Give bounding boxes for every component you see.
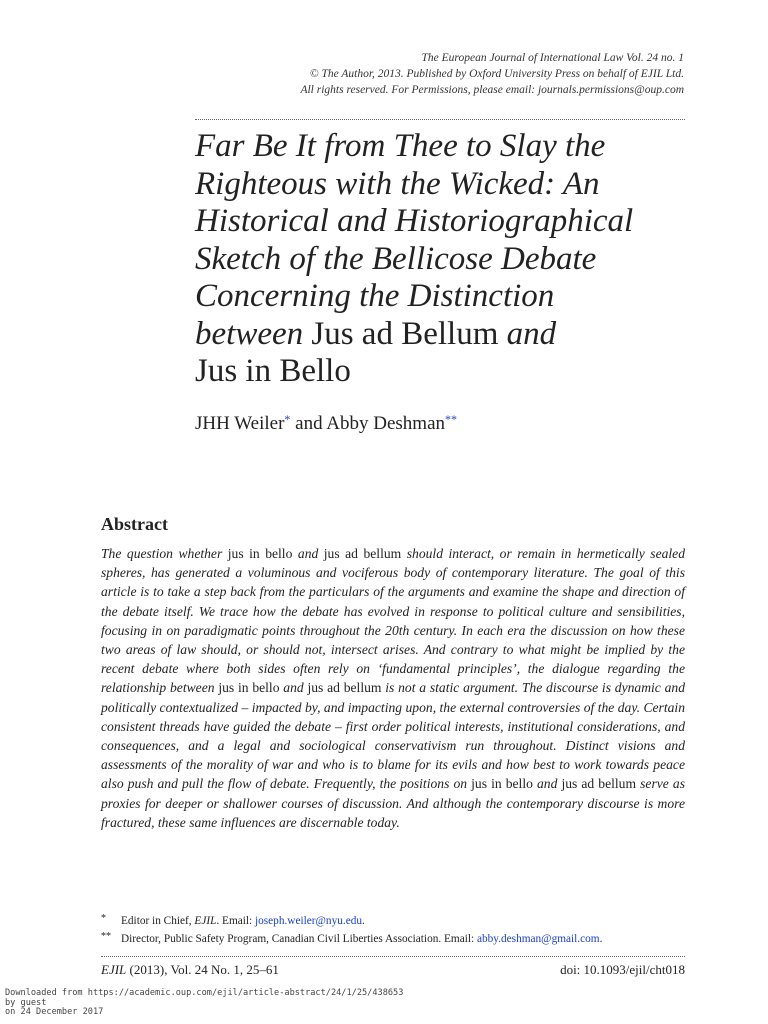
abstract-term: jus ad bellum	[323, 546, 402, 561]
title-line	[195, 316, 695, 354]
title-line: Righteous with the Wicked: An	[195, 165, 600, 202]
title-fragment: and	[498, 315, 557, 352]
email-link[interactable]: joseph.weiler@nyu.edu	[254, 915, 363, 927]
abstract-term: jus ad bellum	[307, 680, 382, 696]
footnote-text: . Email:	[216, 915, 255, 927]
footnote-link[interactable]: *	[284, 412, 291, 426]
footer-dotted-rule	[101, 956, 685, 957]
abstract-text: and	[279, 680, 308, 696]
footnote-text: Editor in Chief,	[121, 915, 195, 927]
abstract-text: The question whether	[101, 546, 228, 561]
author-line	[195, 412, 457, 435]
title-line: Jus in Bello	[195, 353, 351, 389]
citation-details: (2013), Vol. 24 No. 1, 25–61	[126, 962, 279, 977]
author-name: JHH Weiler	[195, 413, 285, 434]
abstract-text: should interact, or remain in hermetically sealed spheres, has generated a voluminous and vociferous body of contemporary literature. The goal of this article is to take a step back from the particulars of the arguments and examine the shape and direction of the debate itself. We trace how the debate has evolved in response to political culture and sensibilities, focusing in on paradigmatic points throughout the 20th century. In each era the discussion on how these two areas of law should, or should not, intersect arises. And contrary to what might be implied by the recent debate where both sides often rely on ‘fundamental principles’, the dialogue regarding the relationship between	[101, 546, 686, 696]
download-line[interactable]: Downloaded from https://academic.oup.com/ejil/article-abstract/24/1/25/438653	[5, 988, 404, 998]
abstract-term: jus in bello	[471, 776, 533, 792]
title-line: Sketch of the Bellicose Debate	[195, 240, 597, 277]
doi: doi: 10.1093/ejil/cht018	[560, 962, 685, 977]
copyright-line: © The Author, 2013. Published by Oxford University Press on behalf of EJIL Ltd.	[309, 68, 684, 80]
footnote-journal: EJIL	[194, 915, 217, 927]
journal-citation	[101, 962, 279, 978]
footnote-text: Director, Public Safety Program, Canadian Civil Liberties Association. Email:	[121, 933, 477, 945]
journal-header	[124, 50, 684, 98]
abstract-term: jus ad bellum	[561, 776, 637, 792]
download-line: on 24 December 2017	[5, 1007, 104, 1017]
footnote-mark: **	[101, 931, 111, 942]
title-fragment: between	[195, 315, 312, 352]
footnote-mark: *	[101, 913, 106, 924]
title-line: Historical and Historiographical	[195, 203, 634, 239]
email-link[interactable]: abby.deshman@gmail.com	[476, 933, 600, 945]
footnote-2	[101, 930, 701, 948]
author-name: and Abby Deshman	[290, 413, 446, 434]
abstract-term: jus in bello	[227, 546, 293, 561]
abstract-term: jus in bello	[218, 680, 280, 696]
article-title	[195, 128, 695, 391]
abstract-text: and	[532, 776, 562, 792]
abstract-heading: Abstract	[101, 514, 168, 534]
footnote-1	[101, 912, 701, 930]
abstract-text: and	[292, 546, 324, 561]
header-dotted-rule	[195, 119, 685, 120]
permissions-line: All rights reserved. For Permissions, please email: journals.permissions@oup.com	[300, 84, 684, 96]
footnote-text: .	[362, 915, 365, 927]
title-line: Concerning the Distinction	[195, 278, 555, 314]
abstract-text: is not a static argument. The discourse is dynamic and politically contextualized – impacted by, and impacting upon, the external controversies of the day. Certain consistent threads have guided the debate – first order political interests, institutional considerations, and consequences, and a legal and sociological conservativism run throughout. Distinct visions and assessments of the morality of war and who is to blame for its evils and how best to work towards peace also push and pull the flow of debate. Frequently, the positions on	[101, 680, 685, 792]
abstract-text: serve as proxies for deeper or shallower courses of discussion. And although the contemporary discourse is more fractured, these same influences are discernable today.	[101, 776, 685, 830]
title-term: Jus ad Bellum	[311, 315, 499, 352]
title-line: Far Be It from Thee to Slay the	[195, 128, 606, 164]
download-watermark	[5, 989, 403, 1018]
download-line: by guest	[5, 997, 47, 1008]
footnotes	[101, 912, 701, 948]
footnote-link[interactable]: **	[445, 412, 458, 426]
journal-abbrev: EJIL	[101, 962, 127, 977]
abstract-body	[101, 544, 685, 832]
footnote-text: .	[599, 933, 603, 945]
journal-volume-line: The European Journal of International Law Vol. 24 no. 1	[421, 52, 684, 64]
